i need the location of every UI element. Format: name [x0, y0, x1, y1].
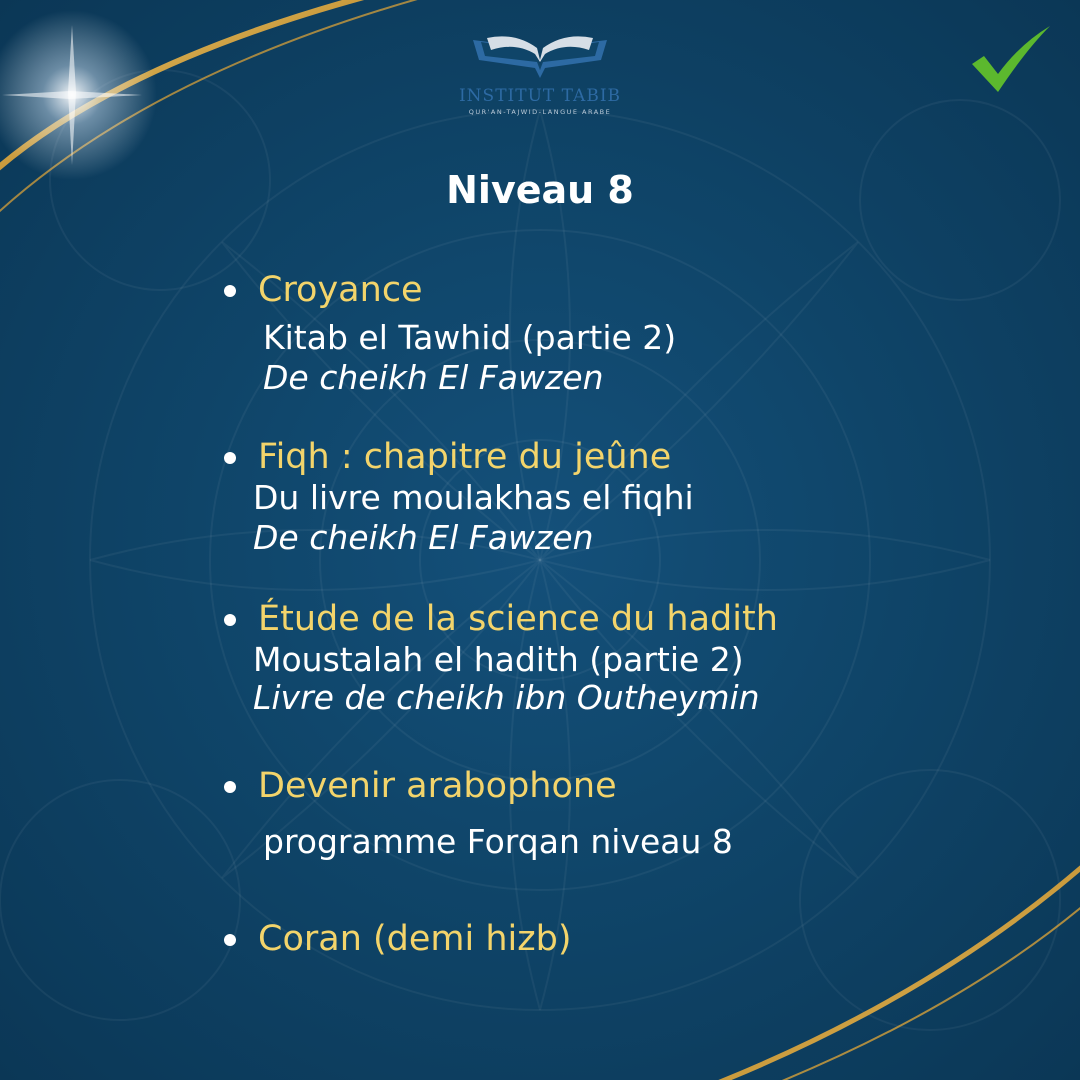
item-heading: Croyance: [258, 270, 423, 310]
item-author: Livre de cheikh ibn Outheymin: [253, 678, 760, 717]
bullet-icon: [224, 934, 236, 946]
bullet-icon: [224, 614, 236, 626]
bullet-icon: [224, 452, 236, 464]
item-book: Du livre moulakhas el fiqhi: [253, 478, 694, 517]
bullet-icon: [224, 285, 236, 297]
institute-logo: [440, 30, 640, 116]
checkmark-icon: [968, 24, 1054, 94]
item-author: De cheikh El Fawzen: [253, 518, 594, 557]
item-heading: Fiqh : chapitre du jeûne: [258, 437, 672, 477]
bullet-icon: [224, 781, 236, 793]
item-book: Kitab el Tawhid (partie 2): [263, 318, 677, 357]
item-heading: Coran (demi hizb): [258, 919, 572, 959]
item-author: De cheikh El Fawzen: [263, 358, 604, 397]
page-title: Niveau 8: [446, 168, 634, 212]
logo-tagline: QUR'AN-TAJWID-LANGUE ARABE: [468, 108, 612, 116]
item-heading: Étude de la science du hadith: [258, 599, 778, 639]
item-book: Moustalah el hadith (partie 2): [253, 640, 744, 679]
book-logo-icon: [465, 30, 615, 80]
logo-name: INSTITUT TABIB: [458, 86, 622, 106]
gold-curve-bottom-right-inner: [760, 900, 1080, 1080]
gold-curve-bottom-right: [700, 860, 1080, 1080]
item-heading: Devenir arabophone: [258, 766, 617, 806]
item-book: programme Forqan niveau 8: [263, 822, 733, 861]
